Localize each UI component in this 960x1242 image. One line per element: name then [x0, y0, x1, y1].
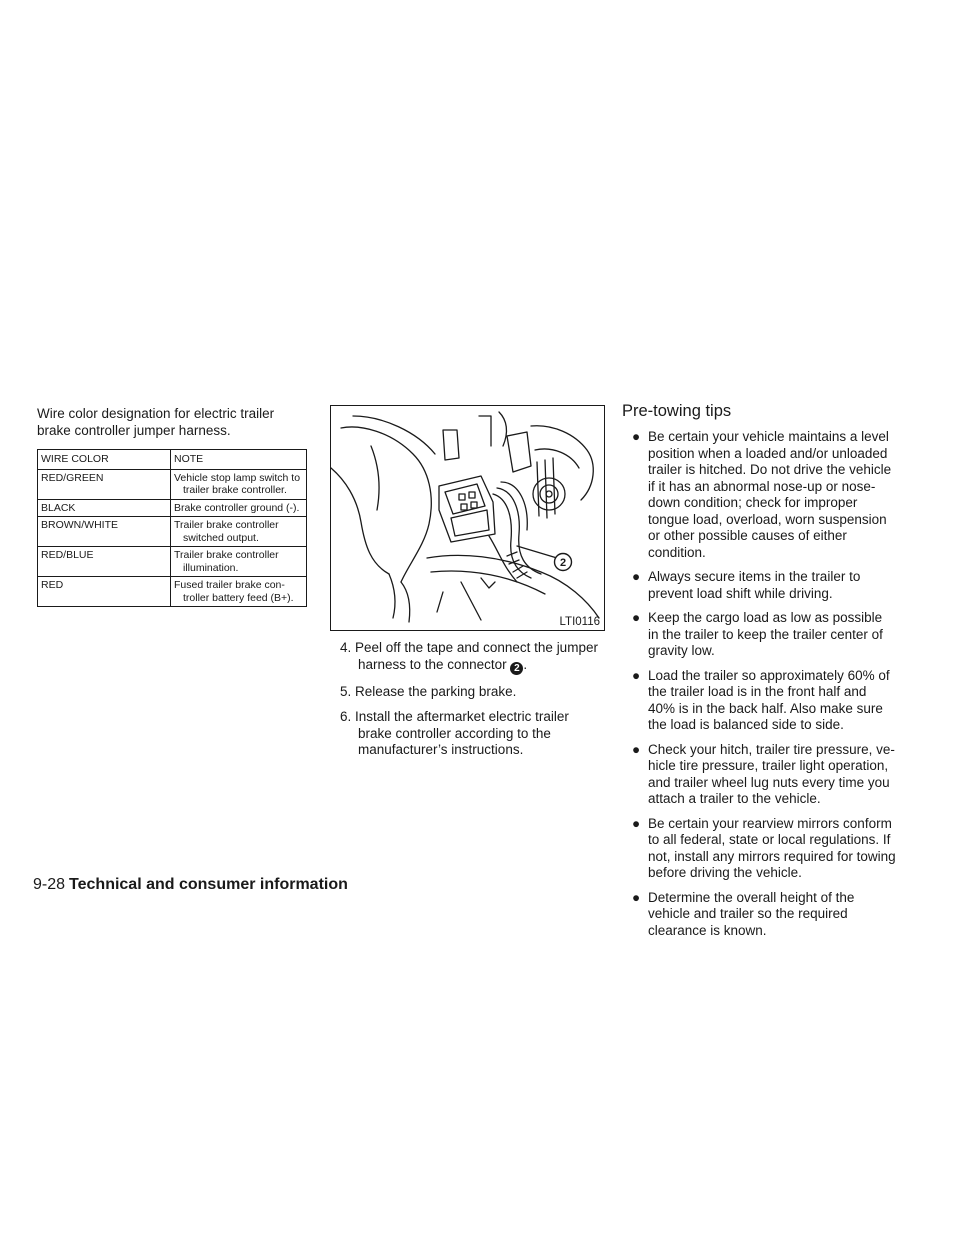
list-item	[622, 569, 896, 602]
step-text: Install the aftermarket electric trailer brake controller according to the manufacturer’s instructions.	[355, 709, 569, 757]
tip-text: Be certain your rearview mirrors conform to all federal, state or local regulations. If not, install any mirrors required for towing before driving the vehicle.	[648, 815, 896, 880]
list-item	[622, 742, 896, 808]
list-item	[622, 668, 896, 734]
tips-list	[622, 429, 896, 939]
callout-2-icon	[553, 552, 573, 572]
note-cell	[171, 469, 307, 499]
wire-color-cell: RED/GREEN	[38, 469, 171, 499]
callout-2-icon: 2	[510, 662, 523, 675]
tip-text: Load the trailer so approximately 60% of the trailer load is in the front half and 40% is in the back half. Also make sure the load is balanced side to side.	[648, 667, 890, 732]
step-item	[340, 684, 602, 701]
chapter-title: Technical and consumer information	[69, 876, 348, 893]
pre-towing-tips-section	[622, 402, 896, 947]
step-number: 4.	[340, 640, 352, 655]
list-item	[622, 610, 896, 660]
step-text-end: .	[523, 656, 528, 672]
note-text: Brake controller ground (-).	[174, 501, 300, 514]
page-number: 9-28	[33, 876, 66, 893]
bullet-icon: ●	[632, 815, 641, 831]
header-note: NOTE	[171, 450, 307, 470]
list-item	[622, 429, 896, 561]
header-wire-color: WIRE COLOR	[38, 450, 171, 470]
bullet-icon: ●	[632, 667, 641, 683]
intro-text: Wire color designation for electric trailer brake controller jumper harness.	[37, 406, 275, 438]
note-cell	[171, 547, 307, 577]
note-text: Vehicle stop lamp switch to trailer brake controller.	[174, 471, 301, 496]
note-cell	[171, 517, 307, 547]
wiring-harness-drawing	[331, 406, 604, 630]
table-row	[38, 577, 307, 607]
wire-color-cell: RED	[38, 577, 171, 607]
step-number: 6.	[340, 709, 352, 724]
installation-steps	[340, 640, 602, 768]
wire-color-cell: BROWN/WHITE	[38, 517, 171, 547]
tip-text: Keep the cargo load as low as possible in the trailer to keep the trailer center of gravity low.	[648, 610, 883, 658]
table-row	[38, 517, 307, 547]
table-row	[38, 547, 307, 577]
bullet-icon: ●	[632, 889, 641, 905]
note-text: Trailer brake controller illumination.	[174, 549, 279, 574]
bullet-icon: ●	[632, 569, 641, 584]
bullet-icon: ●	[632, 610, 641, 625]
step-number: 5.	[340, 683, 352, 699]
tip-text: Be certain your vehicle maintains a level position when a loaded and/or unloaded trailer is hitched. Do not drive the vehicle if it has an abnormal nose-up or nose-down condition; check for improper tongue load, overload, worn suspension or other possible causes of either condition.	[648, 429, 892, 560]
note-cell	[171, 499, 307, 517]
section-heading: Pre-towing tips	[622, 402, 732, 420]
tip-text: Always secure items in the trailer to prevent load shift while driving.	[648, 569, 861, 601]
tip-text: Determine the overall height of the vehicle and trailer so the required clearance is known.	[648, 889, 855, 938]
step-text: Peel off the tape and connect the jumper harness to the connector	[355, 640, 598, 672]
note-cell	[171, 577, 307, 607]
callout-label: 2	[559, 557, 567, 569]
table-row	[38, 499, 307, 517]
page-footer	[33, 876, 348, 894]
table-header-row	[38, 450, 307, 470]
bullet-icon: ●	[632, 741, 641, 757]
list-item	[622, 890, 896, 940]
list-item	[622, 816, 896, 882]
wire-color-cell: RED/BLUE	[38, 547, 171, 577]
wire-color-table	[37, 449, 307, 607]
table-row	[38, 469, 307, 499]
tip-text: Check your hitch, trailer tire pressure, ve- hicle tire pressure, trailer light operation, and trailer wheel lug nuts every time you attach a trailer to the vehicle.	[648, 741, 895, 806]
note-text: Fused trailer brake con- troller battery feed (B+).	[174, 579, 294, 604]
connector-illustration	[330, 405, 605, 631]
wire-table-section	[37, 405, 307, 607]
step-item	[340, 709, 602, 759]
bullet-icon: ●	[632, 429, 641, 444]
note-text: Trailer brake controller switched output.	[174, 519, 279, 544]
step-item	[340, 640, 602, 675]
wire-color-cell: BLACK	[38, 499, 171, 517]
figure-code: LTI0116	[559, 616, 600, 628]
step-text: Release the parking brake.	[355, 683, 517, 699]
